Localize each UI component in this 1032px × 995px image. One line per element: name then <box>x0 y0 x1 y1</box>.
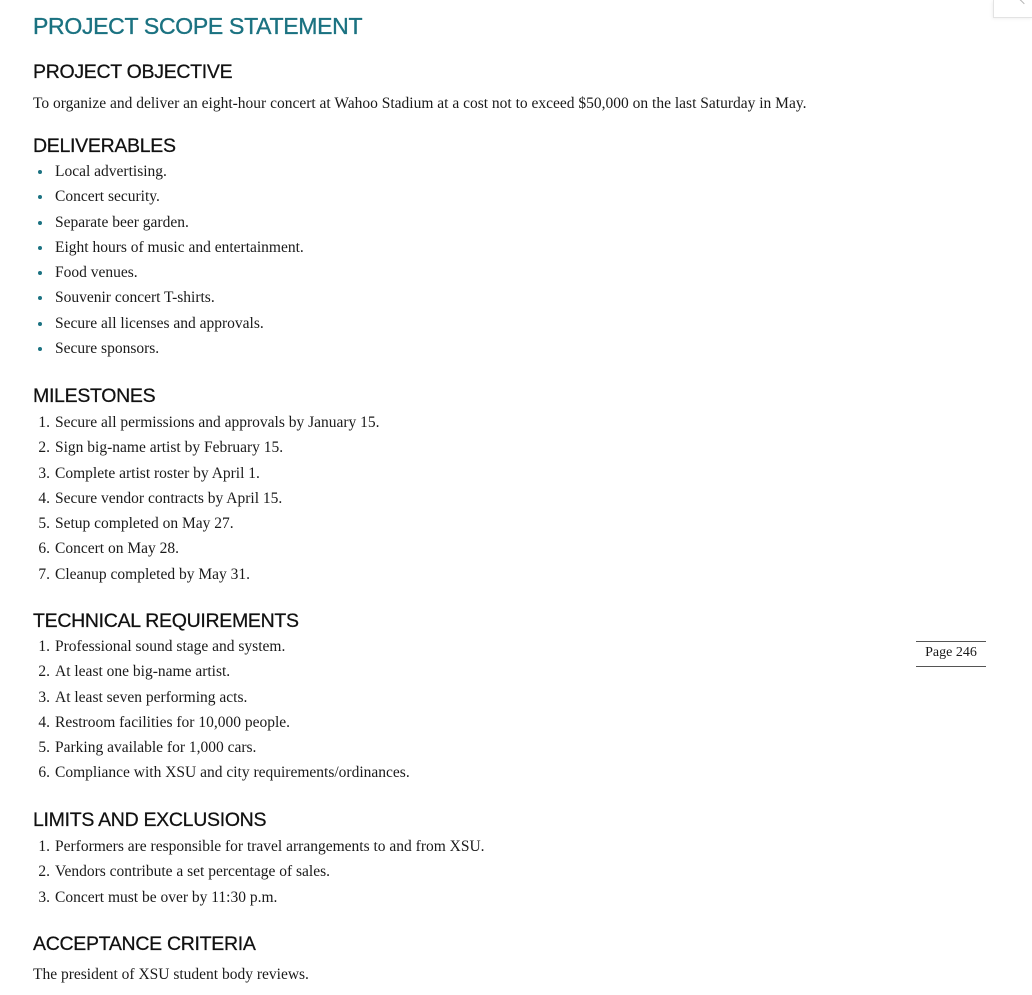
list-number: 4. <box>38 713 50 731</box>
list-item-text: Separate beer garden. <box>55 213 189 231</box>
list-item <box>33 688 410 713</box>
list-item-text: Local advertising. <box>55 163 167 180</box>
list-number: 1. <box>38 638 50 655</box>
list-item <box>33 738 410 763</box>
acceptance-text: The president of XSU student body reviews. <box>33 966 309 983</box>
list-item <box>33 888 485 913</box>
list-item <box>33 213 304 238</box>
list-item-text: Food venues. <box>55 264 138 282</box>
objective-text: To organize and deliver an eight-hour concert at Wahoo Stadium at a cost not to exceed $50,000 on the last Saturday in May. <box>33 95 807 112</box>
limits-list <box>33 837 485 913</box>
list-item <box>33 565 380 590</box>
list-number: 6. <box>38 540 50 558</box>
list-item-text: At least one big-name artist. <box>55 663 231 681</box>
list-item-text: Vendors contribute a set percentage of sales. <box>55 863 331 881</box>
document-title: PROJECT SCOPE STATEMENT <box>33 13 363 39</box>
list-item-text: Secure all licenses and approvals. <box>55 314 264 332</box>
bullet-icon <box>38 170 42 174</box>
list-item <box>33 464 380 489</box>
bullet-icon <box>38 347 42 351</box>
list-number: 2. <box>38 863 50 881</box>
list-number: 6. <box>38 764 50 782</box>
list-item <box>33 539 380 564</box>
technical-heading: TECHNICAL REQUIREMENTS <box>33 610 299 632</box>
list-item <box>33 837 485 862</box>
list-item <box>33 339 304 364</box>
list-item-text: Concert must be over by 11:30 p.m. <box>55 888 278 906</box>
list-item-text: Complete artist roster by April 1. <box>55 464 260 482</box>
list-item <box>33 662 410 687</box>
corner-tab[interactable] <box>993 0 1032 18</box>
bullet-icon <box>38 246 42 250</box>
bullet-icon <box>38 271 42 275</box>
list-item <box>33 288 304 313</box>
list-number: 5. <box>38 739 50 757</box>
acceptance-heading: ACCEPTANCE CRITERIA <box>33 933 256 955</box>
list-item <box>33 489 380 514</box>
bullet-icon <box>38 221 42 225</box>
list-item-text: Secure sponsors. <box>55 340 160 358</box>
milestones-list <box>33 413 380 590</box>
list-item-text: Concert on May 28. <box>55 540 179 558</box>
list-item-text: Compliance with XSU and city requirements/ordinances. <box>55 764 410 782</box>
list-item-text: Sign big-name artist by February 15. <box>55 439 284 457</box>
bullet-icon <box>38 296 42 300</box>
list-item-text: Setup completed on May 27. <box>55 515 234 533</box>
chevron-icon <box>1020 0 1028 4</box>
list-number: 1. <box>38 838 50 855</box>
list-item-text: Souvenir concert T-shirts. <box>55 289 215 307</box>
list-number: 3. <box>38 888 50 906</box>
list-item-text: Cleanup completed by May 31. <box>55 565 250 583</box>
technical-list <box>33 637 410 789</box>
list-item-text: Restroom facilities for 10,000 people. <box>55 713 291 731</box>
list-number: 5. <box>38 515 50 533</box>
list-item <box>33 763 410 788</box>
list-item <box>33 413 380 438</box>
deliverables-heading: DELIVERABLES <box>33 135 176 157</box>
list-item-text: Secure vendor contracts by April 15. <box>55 489 283 507</box>
list-item <box>33 162 304 187</box>
list-item-text: Concert security. <box>55 188 160 206</box>
list-item <box>33 438 380 463</box>
list-number: 7. <box>38 565 50 583</box>
list-item <box>33 713 410 738</box>
page-number-marker: Page 246 <box>916 641 986 667</box>
deliverables-list <box>33 162 304 364</box>
list-number: 4. <box>38 489 50 507</box>
list-number: 3. <box>38 464 50 482</box>
list-item <box>33 862 485 887</box>
list-number: 1. <box>38 414 50 431</box>
list-item <box>33 314 304 339</box>
list-item-text: Performers are responsible for travel arrangements to and from XSU. <box>55 838 485 855</box>
list-item-text: Professional sound stage and system. <box>55 638 286 655</box>
list-item-text: At least seven performing acts. <box>55 688 248 706</box>
list-item-text: Parking available for 1,000 cars. <box>55 739 257 757</box>
list-number: 2. <box>38 663 50 681</box>
milestones-heading: MILESTONES <box>33 385 156 407</box>
list-item-text: Eight hours of music and entertainment. <box>55 238 304 256</box>
list-number: 2. <box>38 439 50 457</box>
list-item-text: Secure all permissions and approvals by January 15. <box>55 414 380 431</box>
list-number: 3. <box>38 688 50 706</box>
objective-heading: PROJECT OBJECTIVE <box>33 61 233 83</box>
list-item <box>33 637 410 662</box>
bullet-icon <box>38 322 42 326</box>
list-item <box>33 238 304 263</box>
list-item <box>33 514 380 539</box>
list-item <box>33 263 304 288</box>
bullet-icon <box>38 195 42 199</box>
limits-heading: LIMITS AND EXCLUSIONS <box>33 809 267 831</box>
list-item <box>33 187 304 212</box>
